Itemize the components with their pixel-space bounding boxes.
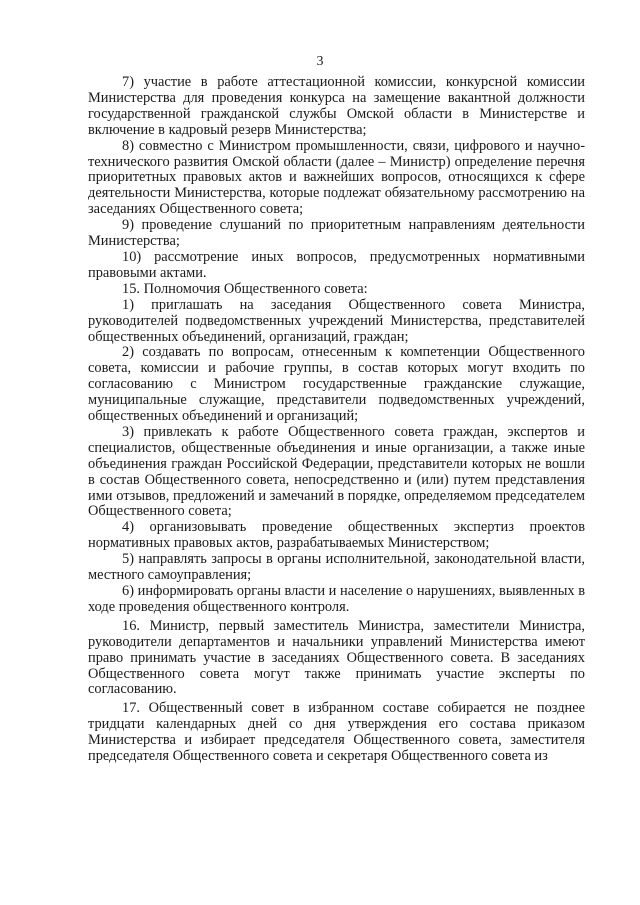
page-number: 3 [316, 54, 324, 69]
paragraph-power-2: 2) создавать по вопросам, отнесенным к компетенции Общественного совета, комиссии и рабочие группы, в состав которых могут входить по согласованию с Министром государственные гражданские служащие, муниципальные служащие, представители подведомственных учреждений, общественных объединений и организаций; [88, 344, 585, 425]
paragraph-power-4: 4) организовывать проведение общественных экспертиз проектов нормативных правовых актов, разрабатываемых Министерством; [88, 519, 585, 552]
paragraph-power-1: 1) приглашать на заседания Общественного совета Министра, руководителей подведомственных учреждений Министерства, представителей общественных объединений, организаций, граждан; [88, 296, 585, 345]
paragraph-power-5: 5) направлять запросы в органы исполнительной, законодательной власти, местного самоуправления; [88, 551, 585, 584]
section-16-paragraph: 16. Министр, первый заместитель Министра, заместители Министра, руководители департаментов и начальники управлений Министерства имеют право принимать участие в заседаниях Общественного совета. В заседаниях Общественного совета могут также принимать участие эксперты по согласованию. [88, 617, 585, 698]
section-17-paragraph: 17. Общественный совет в избранном составе собирается не позднее тридцати календарных дней со дня утверждения его состава приказом Министерства и избирает председателя Общественного совета, заместителя председателя Общественного совета и секретаря Общественного совета из [88, 700, 585, 765]
paragraph-power-3: 3) привлекать к работе Общественного совета граждан, экспертов и специалистов, общественные объединения и иные организации, а также иные объединения граждан Российской Федерации, представители которых не вошли в состав Общественного совета, непосредственно и (или) путем представления ими отзывов, предложений и замечаний в порядке, определяемом председателем Общественного совета; [88, 423, 585, 520]
paragraph-item-9: 9) проведение слушаний по приоритетным направлениям деятельности Министерства; [88, 217, 585, 250]
section-15-heading: 15. Полномочия Общественного совета: [122, 280, 368, 297]
paragraph-power-6: 6) информировать органы власти и население о нарушениях, выявленных в ходе проведения общественного контроля. [88, 583, 585, 615]
document-body [88, 75, 585, 765]
paragraph-item-10: 10) рассмотрение иных вопросов, предусмотренных нормативными правовыми актами. [88, 248, 585, 281]
paragraph-item-7: 7) участие в работе аттестационной комиссии, конкурсной комиссии Министерства для проведения конкурса на замещение вакантной должности государственной гражданской службы Омской области в Министерстве и включение в кадровый резерв Министерства; [88, 74, 585, 138]
paragraph-item-8: 8) совместно с Министром промышленности, связи, цифрового и научно-технического развития Омской области (далее – Министр) определение перечня приоритетных правовых актов и важнейших вопросов, относящихся к сфере деятельности Министерства, которые подлежат обязательному рассмотрению на заседаниях Общественного совета; [88, 137, 585, 218]
